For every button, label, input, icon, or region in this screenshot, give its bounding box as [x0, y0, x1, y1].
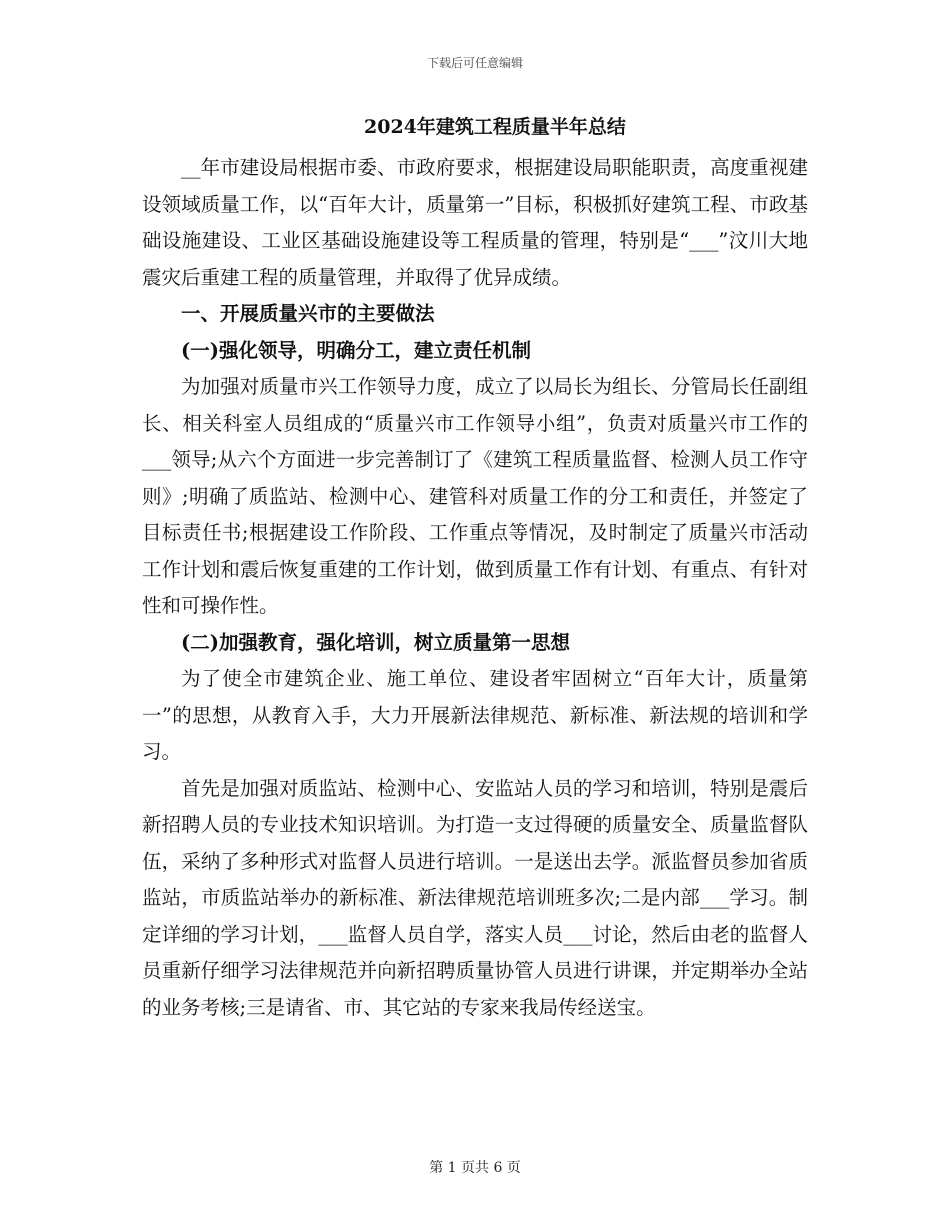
section-heading-1: 一、开展质量兴市的主要做法	[181, 302, 435, 325]
body-paragraph: 为加强对质量市兴工作领导力度，成立了以局长为组长、分管局长任副组长、相关科室人员组成的“质量兴市工作领导小组”，负责对质量兴市工作的___领导;从六个方面进一步完善制订了《建筑工程质量监督、检测人员工作守则》;明确了质监站、检测中心、建管科对质量工作的分工和责任，并签定了目标责任书;根据建设工作阶段、工作重点等情况，及时制定了质量兴市活动工作计划和震后恢复重建的工作计划，做到质量工作有计划、有重点、有针对性和可操作性。	[142, 375, 808, 617]
document-body	[142, 110, 808, 1026]
document-title: 2024年建筑工程质量半年总结	[364, 116, 626, 138]
header-note: 下载后可任意编辑	[426, 56, 523, 70]
page-number: 第 1 页共 6 页	[429, 1160, 521, 1176]
body-paragraph: 首先是加强对质监站、检测中心、安监站人员的学习和培训，特别是震后新招聘人员的专业技术知识培训。为打造一支过得硬的质量安全、质量监督队伍，采纳了多种形式对监督人员进行培训。一是送出去学。派监督员参加省质监站，市质监站举办的新标准、新法律规范培训班多次;二是内部___学习。制定详细的学习计划，___监督人员自学，落实人员___讨论，然后由老的监督人员重新仔细学习法律规范并向新招聘质量协管人员进行讲课，并定期举办全站的业务考核;三是请省、市、其它站的专家来我局传经送宝。	[142, 776, 808, 1019]
intro-paragraph: __年市建设局根据市委、市政府要求，根据建设局职能职责，高度重视建设领域质量工作，以“百年大计，质量第一”目标，积极抓好建筑工程、市政基础设施建设、工业区基础设施建设等工程质量的管理，特别是“___”汶川大地震灾后重建工程的质量管理，并取得了优异成绩。	[142, 156, 808, 289]
subsection-heading-2: (二)加强教育，强化培训，树立质量第一思想	[181, 630, 570, 654]
subsection-heading-1: (一)强化领导，明确分工，建立责任机制	[181, 338, 531, 362]
body-paragraph: 为了使全市建筑企业、施工单位、建设者牢固树立“百年大计，质量第一”的思想，从教育入手，大力开展新法律规范、新标准、新法规的培训和学习。	[142, 667, 808, 763]
